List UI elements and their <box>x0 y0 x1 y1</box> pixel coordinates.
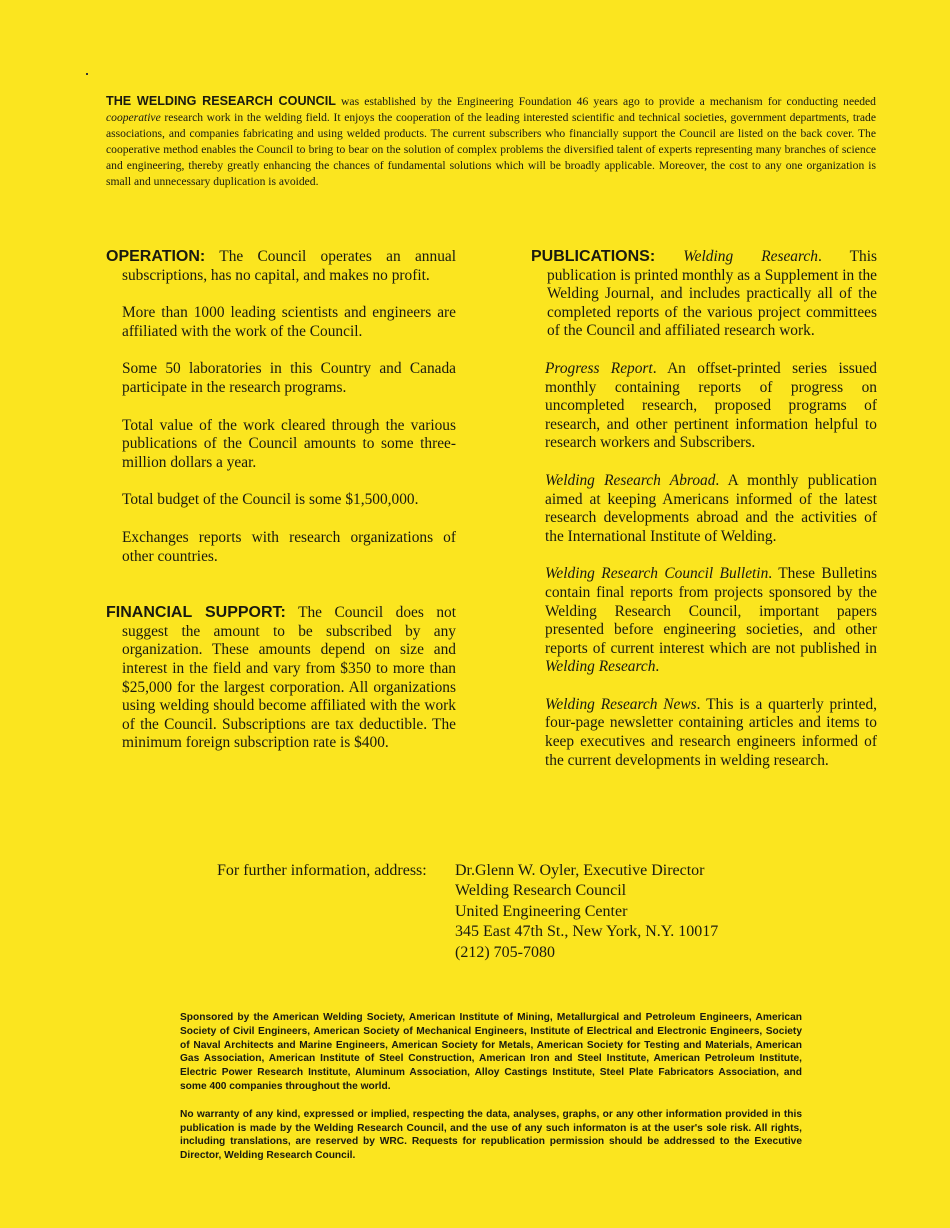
address-line: United Engineering Center <box>455 902 628 920</box>
bulletin-paragraph <box>531 565 877 677</box>
progress-report-paragraph <box>531 360 877 453</box>
pub-bulletin-em: Welding Research <box>545 658 656 676</box>
financial-text: The Council does not suggest the amount to be subscribed by any organization. These amounts depend on size and interest in the field and vary from $350 to more than $25,000 for the largest corporation. All organizations using welding should become affiliated with the work of the Council. Subscriptions are tax deductible. The minimum foreign subscription rate is $400. <box>122 604 457 752</box>
pub-bulletin-end: . <box>655 658 660 676</box>
pub-text-progress-report: . An offset-printed series issued monthly containing reports of progress on uncompleted research, proposed programs of research, and other pertinent information helpful to research workers and Subscribers. <box>545 359 877 452</box>
address-lines <box>455 861 718 963</box>
operation-lead: The Council operates an annual subscriptions, has no capital, and makes no profit. <box>122 248 456 284</box>
intro-paragraph <box>106 93 876 190</box>
research-news-paragraph <box>531 696 877 770</box>
address-line: Welding Research Council <box>455 882 627 900</box>
operation-item: Exchanges reports with research organizations of other countries. <box>122 528 456 565</box>
address-line: 345 East 47th St., New York, N.Y. 10017 <box>455 923 719 941</box>
pub-title-progress-report: Progress Report <box>545 359 653 377</box>
address-label: For further information, address: <box>217 862 427 879</box>
pub-title-research-abroad: Welding Research Abroad <box>545 471 716 489</box>
operation-item: More than 1000 leading scientists and engineers are affiliated with the work of the Council. <box>122 304 456 340</box>
intro-emphasis: cooperative <box>106 111 161 124</box>
left-column <box>106 248 456 753</box>
address-line: (212) 705-7080 <box>455 943 555 961</box>
pub-title-bulletin: Welding Research Council Bulletin <box>545 565 769 583</box>
operation-heading: OPERATION: <box>106 248 206 265</box>
operation-item: Total value of the work cleared through the various publications of the Council amounts to some three-million dollars a year. <box>122 416 456 471</box>
pub-text-research-news: . This is a quarterly printed, four-page newsletter containing articles and items to keep executives and research engineers informed of the current developments in welding research. <box>545 695 877 769</box>
publications-paragraph <box>531 248 877 341</box>
research-abroad-paragraph <box>531 472 877 546</box>
financial-paragraph <box>106 604 456 753</box>
right-column <box>531 248 877 770</box>
publications-heading: PUBLICATIONS: <box>531 248 656 265</box>
warranty-note: No warranty of any kind, expressed or implied, respecting the data, analyses, graphs, or any other information provided in this publication is made by the Welding Research Council, and the use of any such informaton is at the user's sole risk. All rights, including translations, are reserved by WRC. Requests for republication permission should be addressed to the Executive Director, Welding Research Council. <box>180 1108 802 1162</box>
address-line: Dr.Glenn W. Oyler, Executive Director <box>455 862 705 879</box>
operation-paragraph <box>106 248 456 285</box>
intro-lead: THE WELDING RESEARCH COUNCIL <box>106 94 336 108</box>
pub-title-research-news: Welding Research News <box>545 695 697 713</box>
sponsors-note: Sponsored by the American Welding Society, American Institute of Mining, Metallurgical and Petroleum Engineers, American Society of Civil Engineers, American Society of Mechanical Engineers, Institute of Electrical and Electronic Engineers, Society of Naval Architects and Marine Engineers, American Society for Metals, American Society for Testing and Materials, American Gas Association, American Institute of Steel Construction, American Iron and Steel Institute, American Petroleum Institute, Electric Power Research Institute, Aluminum Association, Alloy Castings Institute, Steel Plate Fabricators Association, and some 400 companies throughout the world. <box>180 1012 802 1092</box>
stray-dot <box>86 73 88 75</box>
pub-text-research-abroad: . A monthly publication aimed at keeping Americans informed of the latest research developments abroad and the activities of the International Institute of Welding. <box>545 471 877 545</box>
pub-text-welding-research: . This publication is printed monthly as a Supplement in the Welding Journal, and includes practically all of the completed reports of the various project committees of the Council and affiliated research work. <box>547 248 877 340</box>
pub-text-bulletin: . These Bulletins contain final reports from projects sponsored by the Welding Research Council, important papers presented before engineering societies, and other reports of current interest which are not published in <box>545 565 878 657</box>
footer-notes <box>180 1011 802 1163</box>
operation-item: Some 50 laboratories in this Country and Canada participate in the research programs. <box>122 360 456 396</box>
pub-title-welding-research: Welding Research <box>683 248 818 265</box>
operation-item: Total budget of the Council is some $1,500,000. <box>122 491 419 509</box>
intro-text-b: research work in the welding field. It enjoys the cooperation of the leading interested scientific and technical societies, government departments, trade associations, and companies fabricating and using welded products. The current subscribers who financially support the Council are listed on the back cover. The cooperative method enables the Council to bring to bear on the solution of complex problems the diversified talent of experts representing many branches of science and engineering, thereby greatly enhancing the chances of fundamental solutions which will be broadly applicable. Moreover, the cost to any one organization is small and unnecessary duplication is avoided. <box>106 111 876 188</box>
intro-text-a: was established by the Engineering Foundation 46 years ago to provide a mechanism for conducting needed <box>335 95 876 108</box>
financial-heading: FINANCIAL SUPPORT: <box>106 604 286 622</box>
